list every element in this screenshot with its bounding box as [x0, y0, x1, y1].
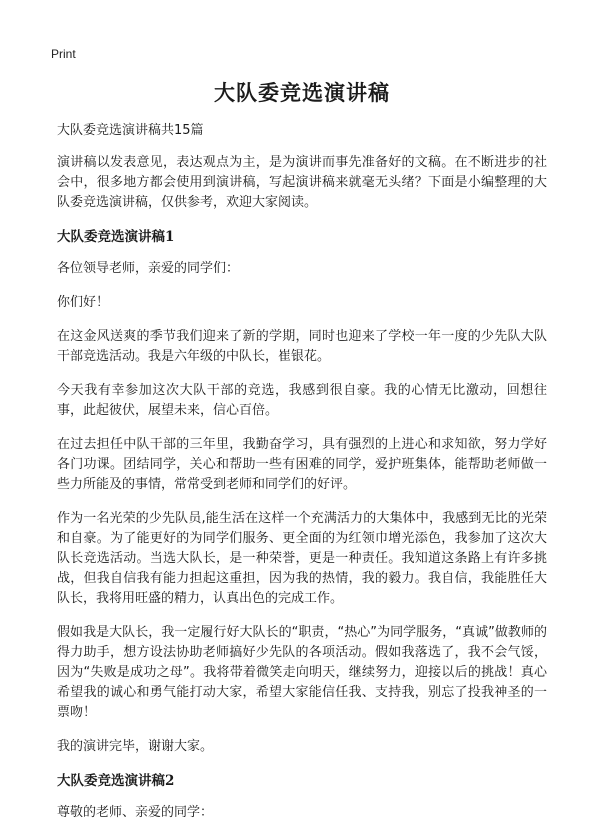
paragraph: 作为一名光荣的少先队员,能生活在这样一个充满活力的大集体中，我感到无比的光荣和自豪。为了能更好的为同学们服务、更全面的为红领巾增光添色，我参加了这次大队长竞选活动。当选大队长，是一种荣誉，更是一种责任。我知道这条路上有许多挑战，但我自信我有能力担起这重担，因为我的热情，我的毅力。我自信，我能胜任大队长，我将用旺盛的精力，认真出色的完成工作。 — [57, 511, 547, 606]
paragraph: 在这金风送爽的季节我们迎来了新的学期，同时也迎来了学校一年一度的少先队大队干部竞选活动。我是六年级的中队长，崔银花。 — [57, 329, 547, 364]
paragraph: 假如我是大队长，我一定履行好大队长的“职责，“热心”为同学服务，“真诚”做教师的得力助手，想方设法协助老师搞好少先队的各项活动。假如我落选了，我不会气馁，因为“失败是成功之母”。我将带着微笑走向明天，继续努力，迎接以后的挑战！真心希望我的诚心和勇气能打动大家，希望大家能信任我、支持我，别忘了投我神圣的一票吻！ — [57, 625, 547, 720]
paragraph: 各位领导老师，亲爱的同学们： — [57, 261, 240, 276]
intro-paragraph: 演讲稿以发表意见，表达观点为主，是为演讲而事先准备好的文稿。在不断进步的社会中，很多地方都会使用到演讲稿，写起演讲稿来就毫无头绪？下面是小编整理的大队委竞选演讲稿，仅供参考，欢迎大家阅读。 — [57, 155, 547, 210]
section-heading: 大队委竞选演讲稿1 — [57, 229, 175, 245]
document-title: 大队委竞选演讲稿 — [214, 81, 390, 105]
document-subtitle: 大队委竞选演讲稿共15篇 — [57, 123, 204, 138]
paragraph: 在过去担任中队干部的三年里，我勤奋学习，具有强烈的上进心和求知欲，努力学好各门功课。团结同学，关心和帮助一些有困难的同学，爱护班集体，能帮助老师做一些力所能及的事情，常常受到老师和同学们的好评。 — [57, 437, 547, 492]
print-link[interactable]: Print — [51, 47, 76, 61]
speech-section-2 — [57, 771, 547, 823]
paragraph: 我的演讲完毕，谢谢大家。 — [57, 739, 214, 754]
paragraph: 今天我有幸参加这次大队干部的竞选，我感到很自豪。我的心情无比激动，回想往事，此起彼伏，展望未来，信心百倍。 — [57, 383, 547, 418]
section-heading: 大队委竞选演讲稿2 — [57, 773, 175, 789]
paragraph: 你们好！ — [57, 295, 110, 310]
paragraph: 尊敬的老师、亲爱的同学： — [57, 805, 214, 820]
speech-section-1 — [57, 227, 547, 757]
